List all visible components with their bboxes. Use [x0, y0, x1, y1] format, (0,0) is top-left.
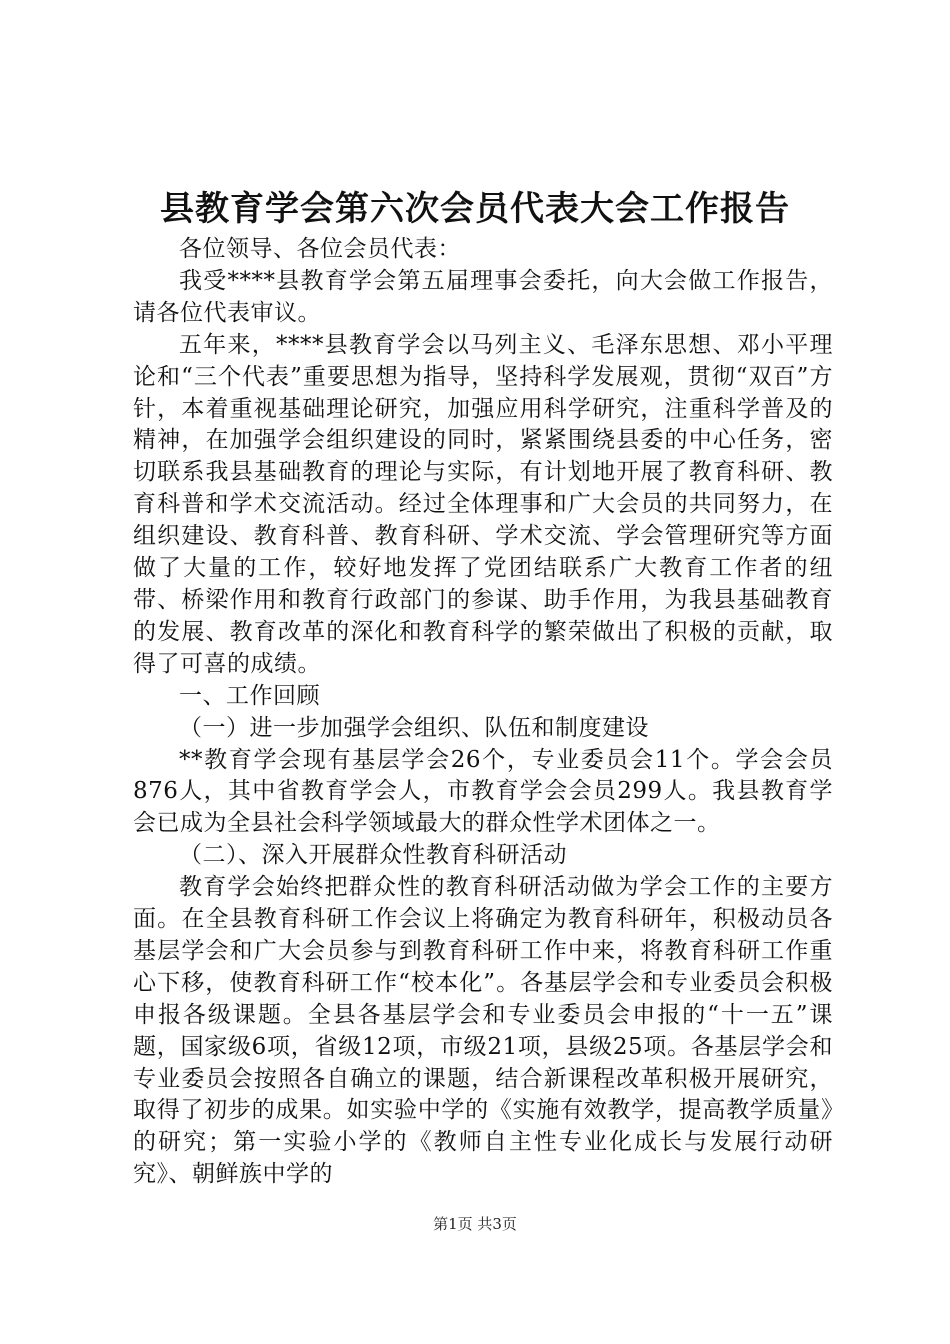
document-title: 县教育学会第六次会员代表大会工作报告	[160, 189, 790, 229]
salutation: 各位领导、各位会员代表：	[179, 236, 461, 262]
subsection-heading-1: （一）进一步加强学会组织、队伍和制度建设	[179, 714, 649, 741]
paragraph-research: 教育学会始终把群众性的教育科研活动做为学会工作的主要方面。在全县教育科研工作会议上将确定为教育科研年，积极动员各基层学会和广大会员参与到教育科研工作中来，将教育科研工作重心下移，使教育科研工作“校本化”。各基层学会和专业委员会积极申报各级课题。全县各基层学会和专业委员会申报的“十一五”课题，国家级6项，省级12项，市级21项，县级25项。各基层学会和专业委员会按照各自确立的课题，结合新课程改革积极开展研究，取得了初步的成果。如实验中学的《实施有效教学，提高教学质量》的研究；第一实验小学的《教师自主性专业化成长与发展行动研究》、朝鲜族中学的	[133, 874, 833, 1188]
subsection-heading-2: （二）、深入开展群众性教育科研活动	[179, 842, 567, 869]
section-heading: 一、工作回顾	[179, 682, 320, 709]
paragraph-overview: 五年来，****县教育学会以马列主义、毛泽东思想、邓小平理论和“三个代表”重要思想为指导，坚持科学发展观，贯彻“双百”方针，本着重视基础理论研究，加强应用科学研究，注重科学普及的精神，在加强学会组织建设的同时，紧紧围绕县委的中心任务，密切联系我县基础教育的理论与实际，有计划地开展了教育科研、教育科普和学术交流活动。经过全体理事和广大会员的共同努力，在组织建设、教育科普、教育科研、学术交流、学会管理研究等方面做了大量的工作，较好地发挥了党团结联系广大教育工作者的纽带、桥梁作用和教育行政部门的参谋、助手作用，为我县基础教育的发展、教育改革的深化和教育科学的繁荣做出了积极的贡献，取得了可喜的成绩。	[133, 331, 833, 677]
paragraph-intro: 我受****县教育学会第五届理事会委托，向大会做工作报告，请各位代表审议。	[133, 267, 833, 326]
paragraph-organization: **教育学会现有基层学会26个，专业委员会11个。学会会员876人，其中省教育学会人，市教育学会会员299人。我县教育学会已成为全县社会科学领域最大的群众性学术团体之一。	[133, 746, 833, 837]
document-body	[133, 234, 833, 1191]
page-footer: 第1页 共3页	[433, 1215, 517, 1233]
